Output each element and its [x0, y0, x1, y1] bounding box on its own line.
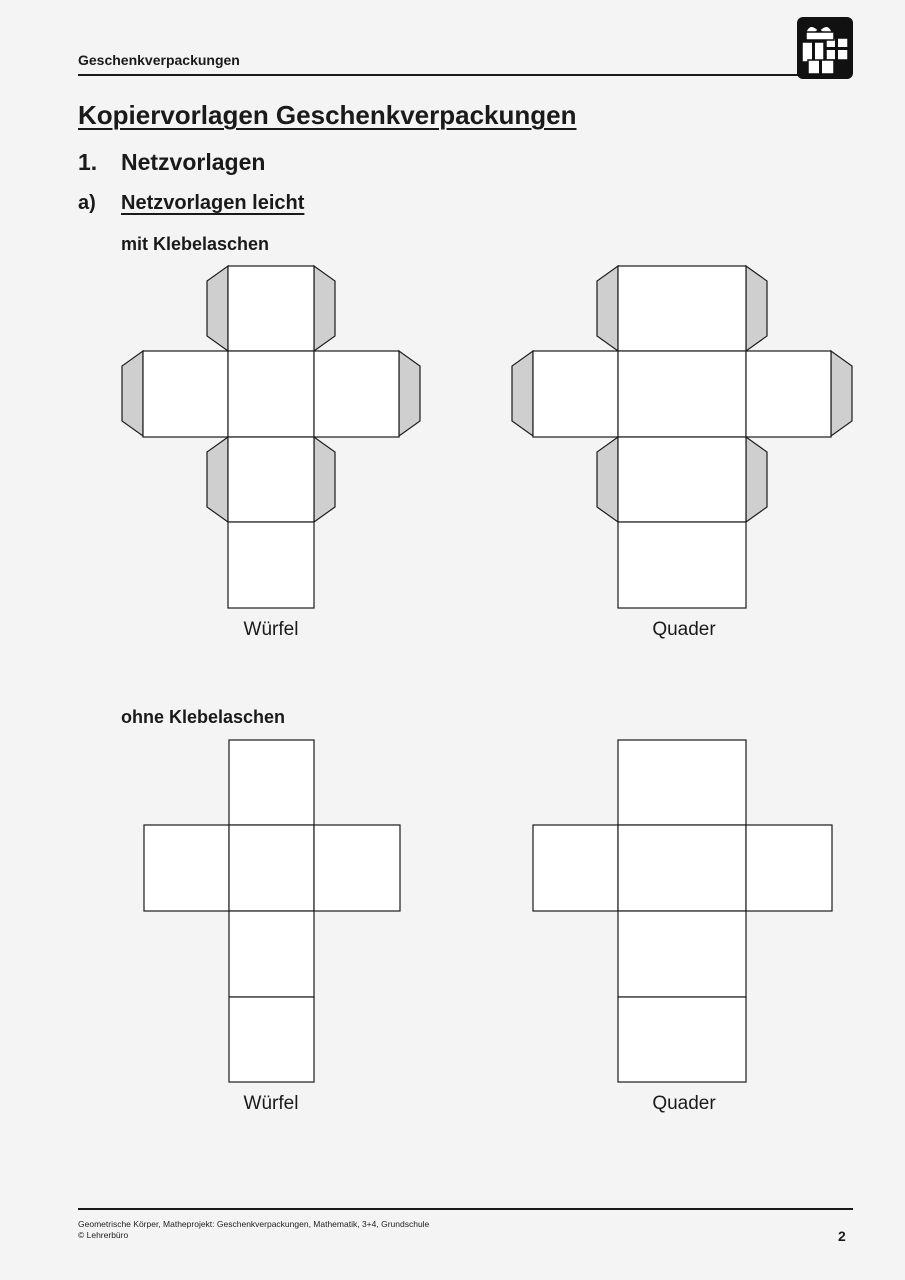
- glue-tab: [207, 266, 228, 351]
- net-face: [618, 437, 746, 522]
- group-title-without-tabs: ohne Klebelaschen: [121, 707, 286, 727]
- gift-boxes-logo: [796, 16, 854, 80]
- footer-text: [78, 1219, 429, 1241]
- net-face: [228, 266, 314, 351]
- net-face: [229, 740, 314, 825]
- net-face: [229, 997, 314, 1082]
- net-face: [533, 825, 618, 911]
- page-number: 2: [838, 1228, 846, 1244]
- caption-cuboid-with-tabs: Quader: [652, 619, 716, 640]
- glue-tab: [122, 351, 143, 436]
- net-face: [229, 825, 314, 911]
- section-number: 1.: [78, 149, 98, 175]
- net-face: [229, 911, 314, 997]
- glue-tab: [512, 351, 533, 436]
- glue-tab: [597, 266, 618, 351]
- net-face: [144, 825, 229, 911]
- page-title: Kopiervorlagen Geschenkverpackungen: [78, 100, 577, 130]
- cube-net-with-tabs: [122, 266, 420, 522]
- net-face: [228, 522, 314, 608]
- section-title: Netzvorlagen: [121, 149, 266, 175]
- header-title: Geschenkverpackungen: [78, 52, 240, 68]
- footer-rule: [78, 1208, 853, 1210]
- group-title-with-tabs: mit Klebelaschen: [121, 234, 270, 254]
- subsection-number: a): [78, 192, 96, 214]
- glue-tab: [399, 351, 420, 436]
- subsection-title: Netzvorlagen leicht: [121, 192, 305, 214]
- cuboid-net-with-tabs: [512, 266, 852, 522]
- header-rule: [78, 74, 798, 76]
- net-face: [618, 997, 746, 1082]
- net-face: [228, 351, 314, 437]
- glue-tab: [746, 266, 767, 351]
- glue-tab: [314, 437, 335, 522]
- net-face: [746, 825, 832, 911]
- glue-tab: [207, 437, 228, 522]
- net-face: [618, 911, 746, 997]
- net-face: [228, 437, 314, 522]
- net-face: [618, 522, 746, 608]
- caption-cube-without-tabs: Würfel: [243, 1093, 299, 1114]
- caption-cuboid-without-tabs: Quader: [652, 1093, 716, 1114]
- glue-tab: [314, 266, 335, 351]
- net-face: [618, 825, 746, 911]
- net-face: [618, 351, 746, 437]
- footer-line-2: © Lehrerbüro: [78, 1230, 129, 1240]
- glue-tab: [746, 437, 767, 522]
- net-face: [314, 825, 400, 911]
- net-face: [143, 351, 228, 437]
- caption-cube-with-tabs: Würfel: [243, 619, 299, 640]
- net-face: [746, 351, 831, 437]
- net-face: [314, 351, 399, 437]
- footer-line-1: Geometrische Körper, Matheprojekt: Geschenkverpackungen, Mathematik, 3+4, Grundschule: [78, 1219, 430, 1229]
- cube-net-without-tabs: [144, 740, 400, 1082]
- net-face: [533, 351, 618, 437]
- net-face: [618, 266, 746, 351]
- cube-faces-with-tabs: [143, 266, 399, 608]
- net-face: [618, 740, 746, 825]
- glue-tab: [597, 437, 618, 522]
- cuboid-net-without-tabs: [533, 740, 832, 1082]
- cuboid-faces-with-tabs: [533, 266, 831, 608]
- glue-tab: [831, 351, 852, 436]
